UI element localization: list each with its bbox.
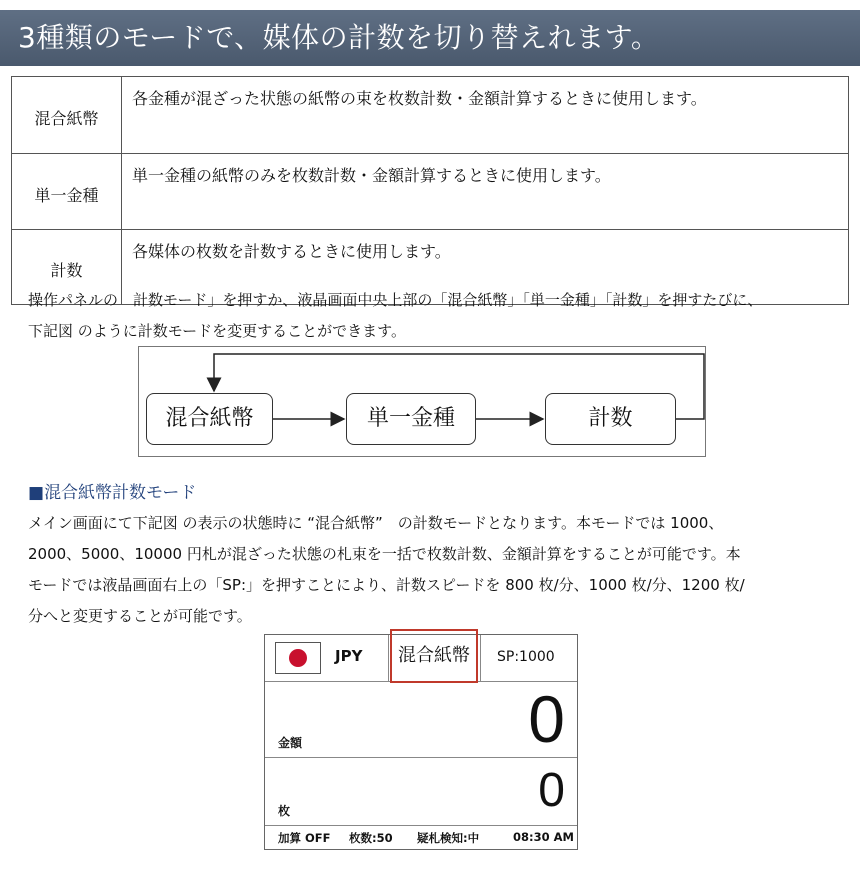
mode-desc-mixed: 各金種が混ざった状態の紙幣の束を枚数計数・金額計算するときに使用します。 — [122, 77, 849, 154]
lcd-header — [265, 635, 577, 682]
section-line-2: 2000、5000、10000 円札が混ざった状態の札束を一括で枚数計数、金額計算をすることが可能です。本 — [28, 545, 741, 563]
mode-name-mixed: 混合紙幣 — [12, 77, 122, 154]
flow-step-mixed: 混合紙幣 — [146, 393, 273, 445]
flow-step-single: 単一金種 — [346, 393, 476, 445]
square-bullet-icon: ■ — [28, 483, 45, 503]
mode-desc-single: 単一金種の紙幣のみを枚数計数・金額計算するときに使用します。 — [122, 154, 849, 230]
section-line-1: メイン画面にて下記図 の表示の状態時に “混合紙幣” の計数モードとなります。本モードでは 1000、 — [28, 514, 724, 532]
page-banner: 3種類のモードで、媒体の計数を切り替えれます。 — [0, 10, 860, 66]
mode-name-count: 計数 — [12, 230, 122, 305]
batch-status[interactable]: 枚数:50 — [349, 831, 393, 845]
section-title-text: 混合紙幣計数モード — [44, 483, 197, 503]
mode-flow-diagram — [138, 346, 706, 457]
mode-button[interactable]: 混合紙幣 — [390, 629, 478, 683]
mode-desc-count: 各媒体の枚数を計数するときに使用します。 — [122, 230, 849, 305]
count-row — [265, 757, 577, 826]
mode-name-single: 単一金種 — [12, 154, 122, 230]
intro-line-2: 下記図 のように計数モードを変更することができます。 — [28, 322, 406, 340]
add-status[interactable]: 加算 OFF — [278, 831, 331, 845]
section-title — [28, 480, 196, 506]
table-row — [12, 77, 849, 154]
flow-step-count: 計数 — [545, 393, 676, 445]
currency-label: JPY — [335, 647, 363, 665]
lcd-divider — [388, 635, 389, 681]
intro-paragraph — [28, 285, 828, 347]
amount-value: 0 — [528, 682, 565, 756]
amount-row — [265, 681, 577, 758]
lcd-divider — [480, 635, 481, 681]
section-body — [28, 508, 828, 632]
intro-line-1: 操作パネルの 計数モード」を押すか、液晶画面中央上部の「混合紙幣」「単一金種」「計数」を押すたびに、 — [28, 291, 763, 309]
japan-flag-icon — [275, 642, 321, 674]
clock-status: 08:30 AM — [513, 830, 574, 844]
detect-status[interactable]: 疑札検知:中 — [417, 831, 480, 845]
section-line-4: 分へと変更することが可能です。 — [28, 607, 252, 625]
lcd-screen — [264, 634, 578, 850]
amount-label: 金額 — [278, 736, 303, 750]
speed-button[interactable]: SP:1000 — [497, 649, 555, 665]
count-value: 0 — [538, 764, 565, 817]
count-label: 枚 — [278, 804, 291, 818]
section-line-3: モードでは液晶画面右上の「SP:」を押すことにより、計数スピードを 800 枚/分、1000 枚/分、1200 枚/ — [28, 576, 745, 594]
modes-table — [11, 76, 849, 305]
table-row — [12, 154, 849, 230]
